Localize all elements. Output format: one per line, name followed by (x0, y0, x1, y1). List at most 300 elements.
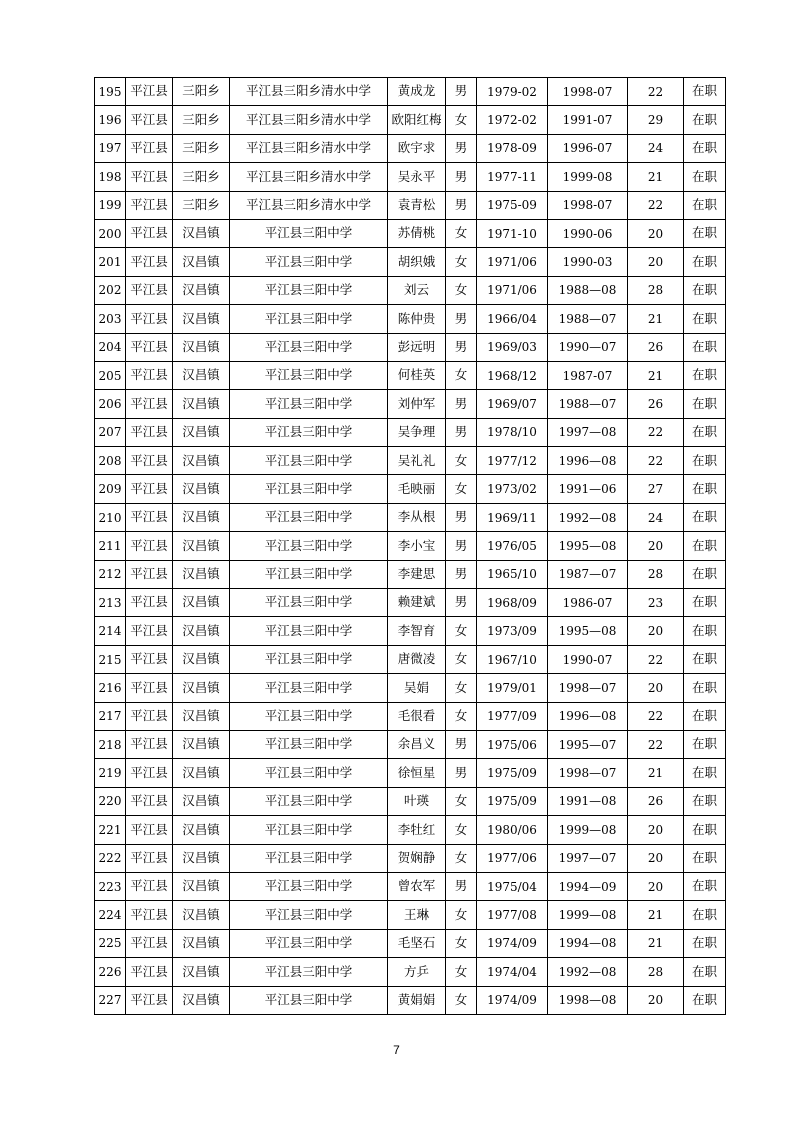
birth-date-cell: 1977/09 (477, 702, 548, 730)
years-cell: 20 (628, 986, 684, 1014)
work-start-cell: 1998—07 (548, 674, 628, 702)
years-cell: 20 (628, 816, 684, 844)
table-row (95, 191, 726, 219)
work-start-cell: 1997—07 (548, 844, 628, 872)
row-number: 209 (95, 475, 126, 503)
teacher-name-cell: 胡织娥 (388, 248, 446, 276)
status-cell: 在职 (684, 276, 726, 304)
gender-cell: 女 (446, 702, 477, 730)
birth-date-cell: 1971/06 (477, 248, 548, 276)
years-cell: 21 (628, 901, 684, 929)
town-cell: 汉昌镇 (173, 816, 230, 844)
work-start-cell: 1999—08 (548, 816, 628, 844)
table-row (95, 730, 726, 758)
town-cell: 汉昌镇 (173, 674, 230, 702)
work-start-cell: 1990-07 (548, 645, 628, 673)
teacher-name-cell: 刘仲军 (388, 390, 446, 418)
row-number: 211 (95, 532, 126, 560)
years-cell: 20 (628, 219, 684, 247)
county-cell: 平江县 (126, 447, 173, 475)
work-start-cell: 1987—07 (548, 560, 628, 588)
school-cell: 平江县三阳中学 (230, 872, 388, 900)
table-row (95, 134, 726, 162)
years-cell: 20 (628, 872, 684, 900)
town-cell: 汉昌镇 (173, 503, 230, 531)
teacher-name-cell: 何桂英 (388, 361, 446, 389)
birth-date-cell: 1971-10 (477, 219, 548, 247)
teacher-name-cell: 李牡红 (388, 816, 446, 844)
teacher-name-cell: 余昌义 (388, 730, 446, 758)
gender-cell: 女 (446, 475, 477, 503)
work-start-cell: 1990-03 (548, 248, 628, 276)
gender-cell: 女 (446, 645, 477, 673)
table-row (95, 674, 726, 702)
gender-cell: 男 (446, 532, 477, 560)
town-cell: 三阳乡 (173, 163, 230, 191)
school-cell: 平江县三阳中学 (230, 730, 388, 758)
years-cell: 22 (628, 645, 684, 673)
status-cell: 在职 (684, 929, 726, 957)
years-cell: 20 (628, 532, 684, 560)
table-row (95, 759, 726, 787)
teacher-name-cell: 叶瑛 (388, 787, 446, 815)
county-cell: 平江县 (126, 702, 173, 730)
town-cell: 汉昌镇 (173, 702, 230, 730)
row-number: 207 (95, 418, 126, 446)
birth-date-cell: 1977/06 (477, 844, 548, 872)
birth-date-cell: 1973/02 (477, 475, 548, 503)
county-cell: 平江县 (126, 674, 173, 702)
town-cell: 汉昌镇 (173, 276, 230, 304)
table-row (95, 276, 726, 304)
row-number: 195 (95, 78, 126, 106)
table-row (95, 361, 726, 389)
birth-date-cell: 1969/03 (477, 333, 548, 361)
gender-cell: 男 (446, 872, 477, 900)
row-number: 202 (95, 276, 126, 304)
county-cell: 平江县 (126, 560, 173, 588)
years-cell: 28 (628, 560, 684, 588)
gender-cell: 女 (446, 901, 477, 929)
birth-date-cell: 1971/06 (477, 276, 548, 304)
teacher-roster-table (94, 77, 726, 1015)
row-number: 204 (95, 333, 126, 361)
gender-cell: 女 (446, 844, 477, 872)
work-start-cell: 1990—07 (548, 333, 628, 361)
gender-cell: 女 (446, 617, 477, 645)
work-start-cell: 1996-07 (548, 134, 628, 162)
row-number: 212 (95, 560, 126, 588)
years-cell: 22 (628, 191, 684, 219)
years-cell: 27 (628, 475, 684, 503)
school-cell: 平江县三阳乡清水中学 (230, 134, 388, 162)
years-cell: 22 (628, 702, 684, 730)
status-cell: 在职 (684, 163, 726, 191)
county-cell: 平江县 (126, 78, 173, 106)
years-cell: 26 (628, 333, 684, 361)
school-cell: 平江县三阳中学 (230, 276, 388, 304)
work-start-cell: 1988—07 (548, 390, 628, 418)
years-cell: 24 (628, 503, 684, 531)
teacher-name-cell: 李智育 (388, 617, 446, 645)
table-row (95, 702, 726, 730)
county-cell: 平江县 (126, 248, 173, 276)
county-cell: 平江县 (126, 106, 173, 134)
teacher-name-cell: 吴礼礼 (388, 447, 446, 475)
row-number: 210 (95, 503, 126, 531)
gender-cell: 女 (446, 219, 477, 247)
status-cell: 在职 (684, 532, 726, 560)
gender-cell: 女 (446, 816, 477, 844)
status-cell: 在职 (684, 617, 726, 645)
status-cell: 在职 (684, 730, 726, 758)
school-cell: 平江县三阳中学 (230, 901, 388, 929)
school-cell: 平江县三阳中学 (230, 560, 388, 588)
row-number: 214 (95, 617, 126, 645)
town-cell: 三阳乡 (173, 191, 230, 219)
birth-date-cell: 1974/04 (477, 958, 548, 986)
status-cell: 在职 (684, 390, 726, 418)
county-cell: 平江县 (126, 219, 173, 247)
row-number: 206 (95, 390, 126, 418)
gender-cell: 男 (446, 730, 477, 758)
town-cell: 三阳乡 (173, 106, 230, 134)
birth-date-cell: 1980/06 (477, 816, 548, 844)
school-cell: 平江县三阳中学 (230, 929, 388, 957)
school-cell: 平江县三阳中学 (230, 674, 388, 702)
county-cell: 平江县 (126, 503, 173, 531)
row-number: 218 (95, 730, 126, 758)
teacher-name-cell: 王琳 (388, 901, 446, 929)
table-row (95, 986, 726, 1014)
row-number: 226 (95, 958, 126, 986)
town-cell: 汉昌镇 (173, 787, 230, 815)
school-cell: 平江县三阳乡清水中学 (230, 78, 388, 106)
status-cell: 在职 (684, 560, 726, 588)
birth-date-cell: 1978-09 (477, 134, 548, 162)
county-cell: 平江县 (126, 872, 173, 900)
school-cell: 平江县三阳中学 (230, 361, 388, 389)
county-cell: 平江县 (126, 589, 173, 617)
teacher-name-cell: 吴永平 (388, 163, 446, 191)
work-start-cell: 1998-07 (548, 191, 628, 219)
status-cell: 在职 (684, 191, 726, 219)
birth-date-cell: 1972-02 (477, 106, 548, 134)
years-cell: 21 (628, 929, 684, 957)
town-cell: 汉昌镇 (173, 560, 230, 588)
school-cell: 平江县三阳中学 (230, 447, 388, 475)
birth-date-cell: 1974/09 (477, 986, 548, 1014)
table-row (95, 219, 726, 247)
table-row (95, 475, 726, 503)
years-cell: 23 (628, 589, 684, 617)
gender-cell: 男 (446, 305, 477, 333)
gender-cell: 男 (446, 418, 477, 446)
row-number: 198 (95, 163, 126, 191)
birth-date-cell: 1976/05 (477, 532, 548, 560)
work-start-cell: 1991—06 (548, 475, 628, 503)
school-cell: 平江县三阳中学 (230, 333, 388, 361)
school-cell: 平江县三阳中学 (230, 390, 388, 418)
years-cell: 28 (628, 276, 684, 304)
row-number: 213 (95, 589, 126, 617)
row-number: 216 (95, 674, 126, 702)
birth-date-cell: 1975/04 (477, 872, 548, 900)
work-start-cell: 1992—08 (548, 503, 628, 531)
status-cell: 在职 (684, 986, 726, 1014)
table-row (95, 532, 726, 560)
teacher-name-cell: 曾农军 (388, 872, 446, 900)
gender-cell: 女 (446, 674, 477, 702)
county-cell: 平江县 (126, 787, 173, 815)
school-cell: 平江县三阳乡清水中学 (230, 163, 388, 191)
table-row (95, 503, 726, 531)
years-cell: 20 (628, 674, 684, 702)
town-cell: 汉昌镇 (173, 475, 230, 503)
table-row (95, 901, 726, 929)
gender-cell: 男 (446, 333, 477, 361)
teacher-name-cell: 袁青松 (388, 191, 446, 219)
county-cell: 平江县 (126, 276, 173, 304)
status-cell: 在职 (684, 503, 726, 531)
years-cell: 21 (628, 163, 684, 191)
row-number: 208 (95, 447, 126, 475)
birth-date-cell: 1977-11 (477, 163, 548, 191)
row-number: 220 (95, 787, 126, 815)
school-cell: 平江县三阳中学 (230, 589, 388, 617)
birth-date-cell: 1975/09 (477, 759, 548, 787)
table-row (95, 78, 726, 106)
town-cell: 汉昌镇 (173, 532, 230, 560)
years-cell: 26 (628, 787, 684, 815)
birth-date-cell: 1967/10 (477, 645, 548, 673)
years-cell: 21 (628, 759, 684, 787)
teacher-name-cell: 吴争理 (388, 418, 446, 446)
birth-date-cell: 1965/10 (477, 560, 548, 588)
table-row (95, 929, 726, 957)
row-number: 224 (95, 901, 126, 929)
row-number: 223 (95, 872, 126, 900)
row-number: 197 (95, 134, 126, 162)
birth-date-cell: 1977/12 (477, 447, 548, 475)
status-cell: 在职 (684, 333, 726, 361)
status-cell: 在职 (684, 645, 726, 673)
work-start-cell: 1988—08 (548, 276, 628, 304)
table-row (95, 447, 726, 475)
gender-cell: 女 (446, 276, 477, 304)
teacher-name-cell: 欧阳红梅 (388, 106, 446, 134)
row-number: 201 (95, 248, 126, 276)
county-cell: 平江县 (126, 759, 173, 787)
school-cell: 平江县三阳乡清水中学 (230, 106, 388, 134)
county-cell: 平江县 (126, 816, 173, 844)
work-start-cell: 1987-07 (548, 361, 628, 389)
county-cell: 平江县 (126, 191, 173, 219)
town-cell: 三阳乡 (173, 78, 230, 106)
county-cell: 平江县 (126, 958, 173, 986)
row-number: 225 (95, 929, 126, 957)
row-number: 199 (95, 191, 126, 219)
row-number: 203 (95, 305, 126, 333)
birth-date-cell: 1969/07 (477, 390, 548, 418)
teacher-name-cell: 毛映丽 (388, 475, 446, 503)
years-cell: 20 (628, 248, 684, 276)
status-cell: 在职 (684, 134, 726, 162)
county-cell: 平江县 (126, 134, 173, 162)
town-cell: 汉昌镇 (173, 617, 230, 645)
table-row (95, 958, 726, 986)
gender-cell: 男 (446, 191, 477, 219)
birth-date-cell: 1968/09 (477, 589, 548, 617)
gender-cell: 女 (446, 929, 477, 957)
county-cell: 平江县 (126, 163, 173, 191)
years-cell: 24 (628, 134, 684, 162)
gender-cell: 男 (446, 759, 477, 787)
school-cell: 平江县三阳中学 (230, 816, 388, 844)
status-cell: 在职 (684, 674, 726, 702)
town-cell: 汉昌镇 (173, 844, 230, 872)
town-cell: 汉昌镇 (173, 361, 230, 389)
work-start-cell: 1986-07 (548, 589, 628, 617)
town-cell: 汉昌镇 (173, 390, 230, 418)
teacher-name-cell: 徐恒星 (388, 759, 446, 787)
birth-date-cell: 1978/10 (477, 418, 548, 446)
work-start-cell: 1997—08 (548, 418, 628, 446)
gender-cell: 女 (446, 106, 477, 134)
status-cell: 在职 (684, 872, 726, 900)
row-number: 221 (95, 816, 126, 844)
teacher-name-cell: 刘云 (388, 276, 446, 304)
birth-date-cell: 1975/09 (477, 787, 548, 815)
county-cell: 平江县 (126, 645, 173, 673)
years-cell: 22 (628, 418, 684, 446)
row-number: 215 (95, 645, 126, 673)
county-cell: 平江县 (126, 901, 173, 929)
school-cell: 平江县三阳中学 (230, 986, 388, 1014)
table-row (95, 106, 726, 134)
years-cell: 26 (628, 390, 684, 418)
gender-cell: 女 (446, 248, 477, 276)
gender-cell: 女 (446, 447, 477, 475)
years-cell: 20 (628, 844, 684, 872)
town-cell: 汉昌镇 (173, 305, 230, 333)
county-cell: 平江县 (126, 390, 173, 418)
teacher-name-cell: 欧宇求 (388, 134, 446, 162)
years-cell: 22 (628, 447, 684, 475)
teacher-name-cell: 黄娟娟 (388, 986, 446, 1014)
status-cell: 在职 (684, 361, 726, 389)
status-cell: 在职 (684, 901, 726, 929)
status-cell: 在职 (684, 702, 726, 730)
table-row (95, 645, 726, 673)
gender-cell: 女 (446, 986, 477, 1014)
teacher-name-cell: 陈仲贵 (388, 305, 446, 333)
work-start-cell: 1991-07 (548, 106, 628, 134)
gender-cell: 女 (446, 361, 477, 389)
gender-cell: 女 (446, 958, 477, 986)
town-cell: 汉昌镇 (173, 958, 230, 986)
school-cell: 平江县三阳中学 (230, 787, 388, 815)
gender-cell: 男 (446, 503, 477, 531)
table-row (95, 333, 726, 361)
school-cell: 平江县三阳中学 (230, 702, 388, 730)
table-row (95, 589, 726, 617)
teacher-name-cell: 黄成龙 (388, 78, 446, 106)
work-start-cell: 1999-08 (548, 163, 628, 191)
birth-date-cell: 1973/09 (477, 617, 548, 645)
table-row (95, 617, 726, 645)
work-start-cell: 1995—08 (548, 617, 628, 645)
table-row (95, 816, 726, 844)
birth-date-cell: 1974/09 (477, 929, 548, 957)
status-cell: 在职 (684, 759, 726, 787)
gender-cell: 男 (446, 134, 477, 162)
birth-date-cell: 1966/04 (477, 305, 548, 333)
teacher-name-cell: 毛坚石 (388, 929, 446, 957)
years-cell: 28 (628, 958, 684, 986)
town-cell: 三阳乡 (173, 134, 230, 162)
county-cell: 平江县 (126, 730, 173, 758)
school-cell: 平江县三阳中学 (230, 475, 388, 503)
school-cell: 平江县三阳中学 (230, 958, 388, 986)
row-number: 219 (95, 759, 126, 787)
status-cell: 在职 (684, 418, 726, 446)
school-cell: 平江县三阳中学 (230, 248, 388, 276)
work-start-cell: 1995—07 (548, 730, 628, 758)
school-cell: 平江县三阳中学 (230, 305, 388, 333)
gender-cell: 男 (446, 390, 477, 418)
status-cell: 在职 (684, 305, 726, 333)
town-cell: 汉昌镇 (173, 589, 230, 617)
table-row (95, 787, 726, 815)
work-start-cell: 1998—07 (548, 759, 628, 787)
work-start-cell: 1996—08 (548, 447, 628, 475)
county-cell: 平江县 (126, 617, 173, 645)
work-start-cell: 1988—07 (548, 305, 628, 333)
county-cell: 平江县 (126, 844, 173, 872)
work-start-cell: 1994—08 (548, 929, 628, 957)
status-cell: 在职 (684, 447, 726, 475)
gender-cell: 男 (446, 589, 477, 617)
work-start-cell: 1999—08 (548, 901, 628, 929)
teacher-name-cell: 彭远明 (388, 333, 446, 361)
status-cell: 在职 (684, 958, 726, 986)
town-cell: 汉昌镇 (173, 333, 230, 361)
row-number: 205 (95, 361, 126, 389)
county-cell: 平江县 (126, 532, 173, 560)
school-cell: 平江县三阳中学 (230, 645, 388, 673)
gender-cell: 男 (446, 560, 477, 588)
status-cell: 在职 (684, 248, 726, 276)
teacher-name-cell: 苏倩桃 (388, 219, 446, 247)
town-cell: 汉昌镇 (173, 645, 230, 673)
teacher-name-cell: 赖建斌 (388, 589, 446, 617)
table-body (95, 78, 726, 1015)
teacher-name-cell: 李建思 (388, 560, 446, 588)
years-cell: 29 (628, 106, 684, 134)
teacher-name-cell: 贺娴静 (388, 844, 446, 872)
work-start-cell: 1998-07 (548, 78, 628, 106)
years-cell: 21 (628, 361, 684, 389)
status-cell: 在职 (684, 475, 726, 503)
years-cell: 20 (628, 617, 684, 645)
row-number: 200 (95, 219, 126, 247)
school-cell: 平江县三阳中学 (230, 503, 388, 531)
table-row (95, 560, 726, 588)
teacher-name-cell: 方乒 (388, 958, 446, 986)
county-cell: 平江县 (126, 333, 173, 361)
town-cell: 汉昌镇 (173, 219, 230, 247)
